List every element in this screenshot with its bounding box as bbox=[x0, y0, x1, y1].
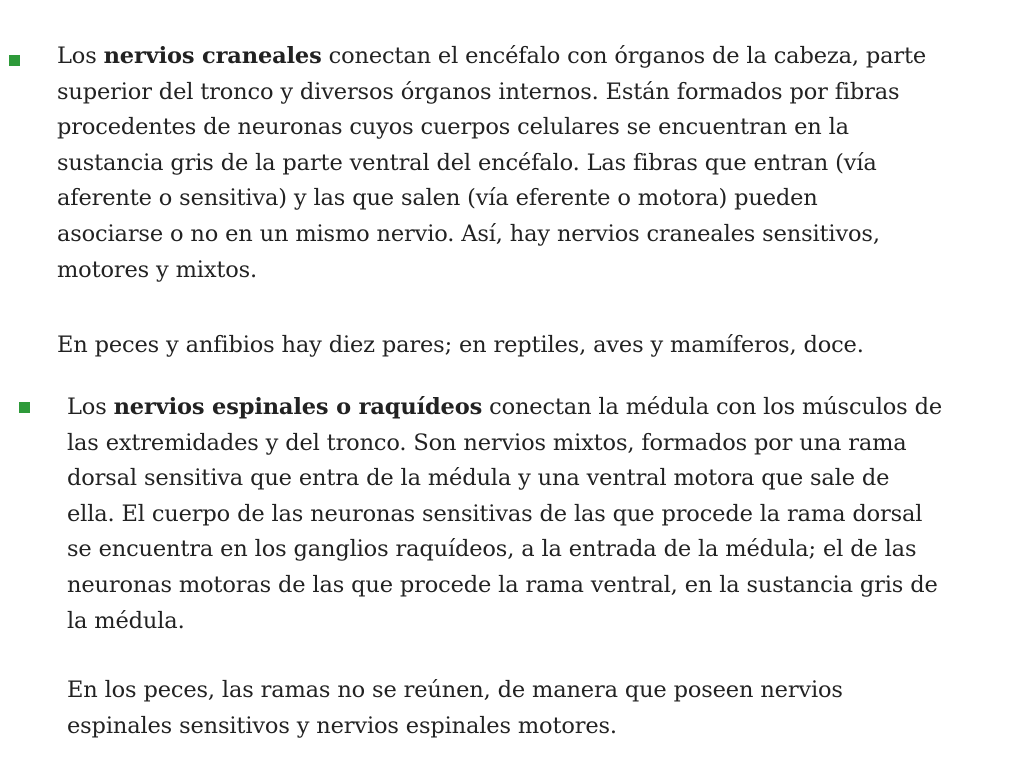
square-bullet-icon bbox=[19, 402, 30, 413]
text-line: neuronas motoras de las que procede la rama ventral, en la sustancia gris de bbox=[67, 571, 938, 598]
text-line: la médula. bbox=[67, 607, 185, 634]
text-line: espinales sensitivos y nervios espinales motores. bbox=[67, 712, 617, 739]
text-line: superior del tronco y diversos órganos internos. Están formados por fibras bbox=[57, 78, 900, 105]
text-line: asociarse o no en un mismo nervio. Así, hay nervios craneales sensitivos, bbox=[57, 220, 880, 247]
square-bullet-icon bbox=[9, 55, 20, 66]
text-line: ella. El cuerpo de las neuronas sensitivas de las que procede la rama dorsal bbox=[67, 500, 923, 527]
text-line: motores y mixtos. bbox=[57, 256, 258, 283]
text-line: sustancia gris de la parte ventral del encéfalo. Las fibras que entran (vía bbox=[57, 149, 877, 176]
text-line: Los nervios espinales o raquídeos conectan la médula con los músculos de bbox=[67, 394, 942, 420]
term-cranial-nerves: nervios craneales bbox=[103, 43, 322, 69]
spinal-nerves-paragraph bbox=[67, 390, 942, 639]
text-line: aferente o sensitiva) y las que salen (vía eferente o motora) pueden bbox=[57, 185, 818, 212]
text-line: se encuentra en los ganglios raquídeos, a la entrada de la médula; el de las bbox=[67, 536, 917, 563]
text-line: dorsal sensitiva que entra de la médula y una ventral motora que sale de bbox=[67, 465, 890, 492]
text-line: Los nervios craneales conectan el encéfalo con órganos de la cabeza, parte bbox=[57, 43, 927, 69]
cranial-nerves-note bbox=[57, 328, 864, 364]
term-spinal-nerves: nervios espinales o raquídeos bbox=[113, 394, 483, 420]
cranial-nerves-paragraph bbox=[57, 39, 926, 288]
spinal-nerves-note bbox=[67, 673, 843, 744]
text-line: procedentes de neuronas cuyos cuerpos celulares se encuentran en la bbox=[57, 114, 849, 141]
text-line: las extremidades y del tronco. Son nervios mixtos, formados por una rama bbox=[67, 429, 907, 456]
text-line: En peces y anfibios hay diez pares; en reptiles, aves y mamíferos, doce. bbox=[57, 332, 864, 358]
text-line: En los peces, las ramas no se reúnen, de manera que poseen nervios bbox=[67, 677, 843, 703]
